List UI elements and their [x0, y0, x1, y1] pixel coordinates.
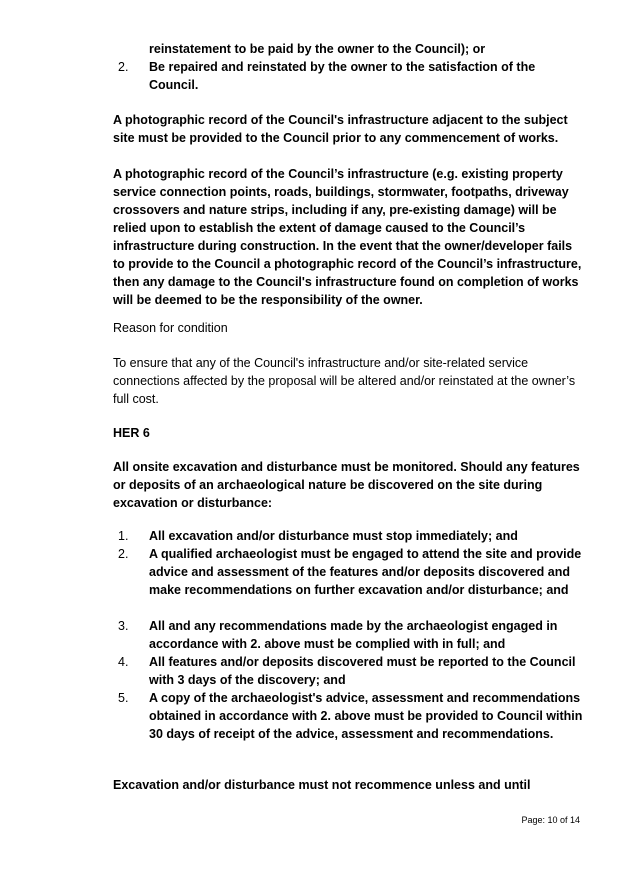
- list-item-continuation: reinstatement to be paid by the owner to the Council); or: [149, 42, 486, 56]
- list-item-number: 2.: [118, 60, 129, 74]
- list-item: [113, 617, 583, 653]
- list-item: [113, 653, 583, 689]
- reason-text: To ensure that any of the Council's infrastructure and/or site-related service connections affected by the proposal will be altered and/or reinstated at the owner’s full cost.: [113, 356, 576, 406]
- list-item-number: 3.: [118, 619, 129, 633]
- list-item-text: A qualified archaeologist must be engaged to attend the site and provide advice and assessment of the features and/or deposits discovered and make recommendations on further excavation and/or disturbance; and: [149, 547, 582, 597]
- her-intro-paragraph: All onsite excavation and disturbance must be monitored. Should any features or deposits of an archaeological nature be discovered on the site during excavation or disturbance:: [113, 460, 580, 510]
- list-item-number: 5.: [118, 691, 129, 705]
- paragraph-photo-detail: A photographic record of the Council’s infrastructure (e.g. existing property service connection points, roads, buildings, stormwater, footpaths, driveway crossovers and nature strips, including if any, pre-existing damage) will be relied upon to establish the extent of damage caused to the Council’s infrastructure during construction. In the event that the owner/developer fails to provide to the Council a photographic record of the Council’s infrastructure, then any damage to the Council's infrastructure found on completion of works will be deemed to be the responsibility of the owner.: [113, 167, 582, 307]
- list-item: [113, 58, 583, 94]
- list-item-text: A copy of the archaeologist's advice, assessment and recommendations obtained in accordance with 2. above must be provided to Council within 30 days of receipt of the advice, assessment and recommendations.: [149, 691, 583, 741]
- list-item-text: All features and/or deposits discovered must be reported to the Council with 3 days of the discovery; and: [149, 655, 576, 687]
- paragraph-photo-record: A photographic record of the Council's infrastructure adjacent to the subject site must be provided to the Council prior to any commencement of works.: [113, 113, 568, 145]
- list-item-number: 2.: [118, 547, 129, 561]
- list-item-number: 1.: [118, 529, 129, 543]
- page-number: Page: 10 of 14: [521, 815, 580, 825]
- closing-paragraph: Excavation and/or disturbance must not recommence unless and until: [113, 778, 531, 792]
- list-item-number: 4.: [118, 655, 129, 669]
- list-item: [113, 527, 583, 545]
- reason-heading: Reason for condition: [113, 321, 228, 335]
- list-item-text: All excavation and/or disturbance must stop immediately; and: [149, 529, 518, 543]
- list-item: [113, 689, 583, 743]
- list-item-text: All and any recommendations made by the archaeologist engaged in accordance with 2. above must be complied with in full; and: [149, 619, 558, 651]
- list-item-text: Be repaired and reinstated by the owner to the satisfaction of the Council.: [149, 60, 536, 92]
- section-heading: HER 6: [113, 426, 150, 440]
- list-item: [113, 545, 583, 599]
